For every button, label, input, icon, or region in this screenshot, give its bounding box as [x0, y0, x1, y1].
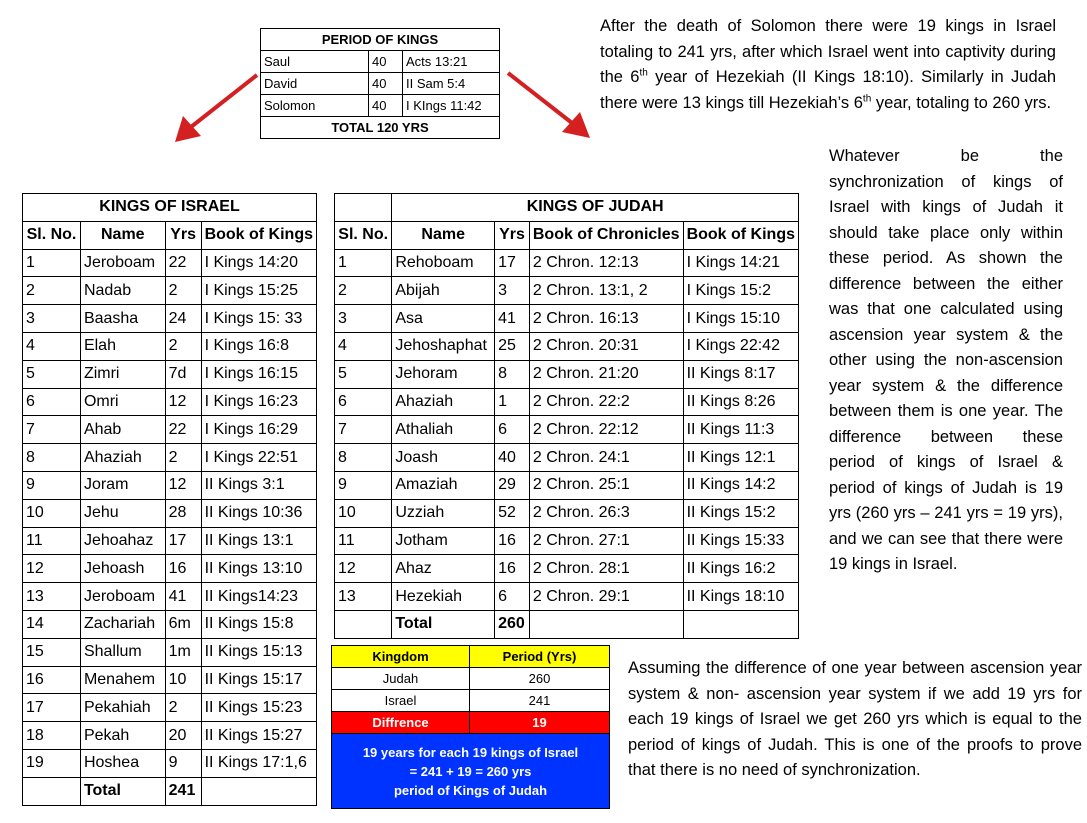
table-row: 3 Asa 41 2 Chron. 16:13 I Kings 15:10 — [335, 305, 799, 333]
period-total: TOTAL 120 YRS — [261, 117, 500, 139]
israel-total-value: 241 — [165, 777, 201, 805]
kings-of-israel-table — [22, 193, 317, 806]
arrow-right-icon — [500, 68, 600, 148]
table-row: 8 Ahaziah 2 I Kings 22:51 — [23, 444, 317, 472]
table-row: 12 Jehoash 16 II Kings 13:10 — [23, 555, 317, 583]
column-header: Name — [80, 221, 165, 249]
synchronization-paragraph: Whatever be the synchronization of kings of Israel with kings of Judah it should take place only within these period. As shown the difference between the either was that one calculated using ascension year system & the other using the non-ascension year system & the difference between them is one year. The difference between these period of kings of Israel & period of kings of Judah is 19 yrs (260 yrs – 241 yrs = 19 yrs), and we can see that there were 19 kings in Israel. — [829, 147, 1063, 573]
table-row: 18 Pekah 20 II Kings 15:27 — [23, 722, 317, 750]
table-row: 4 Elah 2 I Kings 16:8 — [23, 332, 317, 360]
column-header: Period (Yrs) — [470, 646, 610, 668]
arrow-left-icon — [165, 70, 265, 150]
judah-total-label: Total — [392, 610, 495, 638]
table-row: 7 Ahab 22 I Kings 16:29 — [23, 416, 317, 444]
table-row: 2 Abijah 3 2 Chron. 13:1, 2 I Kings 15:2 — [335, 277, 799, 305]
period-title: PERIOD OF KINGS — [261, 29, 500, 51]
column-header: Sl. No. — [23, 221, 81, 249]
table-row: 2 Nadab 2 I Kings 15:25 — [23, 277, 317, 305]
table-row: 9 Amaziah 29 2 Chron. 25:1 II Kings 14:2 — [335, 471, 799, 499]
table-row: 19 Hoshea 9 II Kings 17:1,6 — [23, 749, 317, 777]
table-row: 14 Zachariah 6m II Kings 15:8 — [23, 610, 317, 638]
table-row: 7 Athaliah 6 2 Chron. 22:12 II Kings 11:3 — [335, 416, 799, 444]
column-header: Name — [392, 221, 495, 249]
table-row: David 40 II Sam 5:4 — [261, 73, 500, 95]
israel-total-label: Total — [80, 777, 165, 805]
table-row: Israel 241 — [332, 690, 610, 712]
difference-label: Diffrence — [332, 712, 470, 734]
table-row: 3 Baasha 24 I Kings 15: 33 — [23, 305, 317, 333]
table-row: 17 Pekahiah 2 II Kings 15:23 — [23, 694, 317, 722]
table-row: 1 Rehoboam 17 2 Chron. 12:13 I Kings 14:21 — [335, 249, 799, 277]
column-header: Book of Kings — [683, 221, 798, 249]
table-row: 8 Joash 40 2 Chron. 24:1 II Kings 12:1 — [335, 444, 799, 472]
intro-paragraph: After the death of Solomon there were 19 kings in Israel totaling to 241 yrs, after which Israel went into captivity during the 6th year of Hezekiah (II Kings 18:10). Similarly in Judah there were 13 kings till Hezekiah’s 6th year, totaling to 260 yrs. — [600, 17, 1057, 112]
summary-note: 19 years for each 19 kings of Israel = 241 + 19 = 260 yrs period of Kings of Judah — [332, 734, 610, 809]
kingdom-summary-table — [331, 645, 610, 809]
table-row: 5 Jehoram 8 2 Chron. 21:20 II Kings 8:17 — [335, 360, 799, 388]
conclusion-paragraph: Assuming the difference of one year between ascension year system & non- ascension year system if we add 19 yrs for each 19 kings of Israel we get 260 yrs which is equal to the period of kings of Judah. This is one of the proofs to prove that there is no need of synchronization. — [628, 659, 1082, 779]
table-row: 11 Jotham 16 2 Chron. 27:1 II Kings 15:33 — [335, 527, 799, 555]
judah-total-value: 260 — [495, 610, 530, 638]
table-row: 13 Hezekiah 6 2 Chron. 29:1 II Kings 18:10 — [335, 583, 799, 611]
column-header: Yrs — [495, 221, 530, 249]
column-header: Sl. No. — [335, 221, 392, 249]
table-row: 6 Omri 12 I Kings 16:23 — [23, 388, 317, 416]
column-header: Kingdom — [332, 646, 470, 668]
column-header: Book of Kings — [201, 221, 316, 249]
difference-value: 19 — [470, 712, 610, 734]
table-row: 5 Zimri 7d I Kings 16:15 — [23, 360, 317, 388]
table-row: 11 Jehoahaz 17 II Kings 13:1 — [23, 527, 317, 555]
table-row: 16 Menahem 10 II Kings 15:17 — [23, 666, 317, 694]
kings-of-judah-table — [334, 193, 799, 639]
judah-title: KINGS OF JUDAH — [392, 194, 799, 222]
table-row: 10 Uzziah 52 2 Chron. 26:3 II Kings 15:2 — [335, 499, 799, 527]
table-row: 15 Shallum 1m II Kings 15:13 — [23, 638, 317, 666]
table-row: Judah 260 — [332, 668, 610, 690]
table-row: 4 Jehoshaphat 25 2 Chron. 20:31 I Kings 22:42 — [335, 332, 799, 360]
table-row: 1 Jeroboam 22 I Kings 14:20 — [23, 249, 317, 277]
table-row: 13 Jeroboam 41 II Kings14:23 — [23, 583, 317, 611]
table-row: 6 Ahaziah 1 2 Chron. 22:2 II Kings 8:26 — [335, 388, 799, 416]
israel-title: KINGS OF ISRAEL — [23, 194, 317, 222]
table-row: 9 Joram 12 II Kings 3:1 — [23, 471, 317, 499]
table-row: Saul 40 Acts 13:21 — [261, 51, 500, 73]
period-of-kings-table — [260, 28, 500, 139]
column-header: Book of Chronicles — [529, 221, 683, 249]
table-row: Solomon 40 I KIngs 11:42 — [261, 95, 500, 117]
table-row: 10 Jehu 28 II Kings 10:36 — [23, 499, 317, 527]
table-row: 12 Ahaz 16 2 Chron. 28:1 II Kings 16:2 — [335, 555, 799, 583]
column-header: Yrs — [165, 221, 201, 249]
